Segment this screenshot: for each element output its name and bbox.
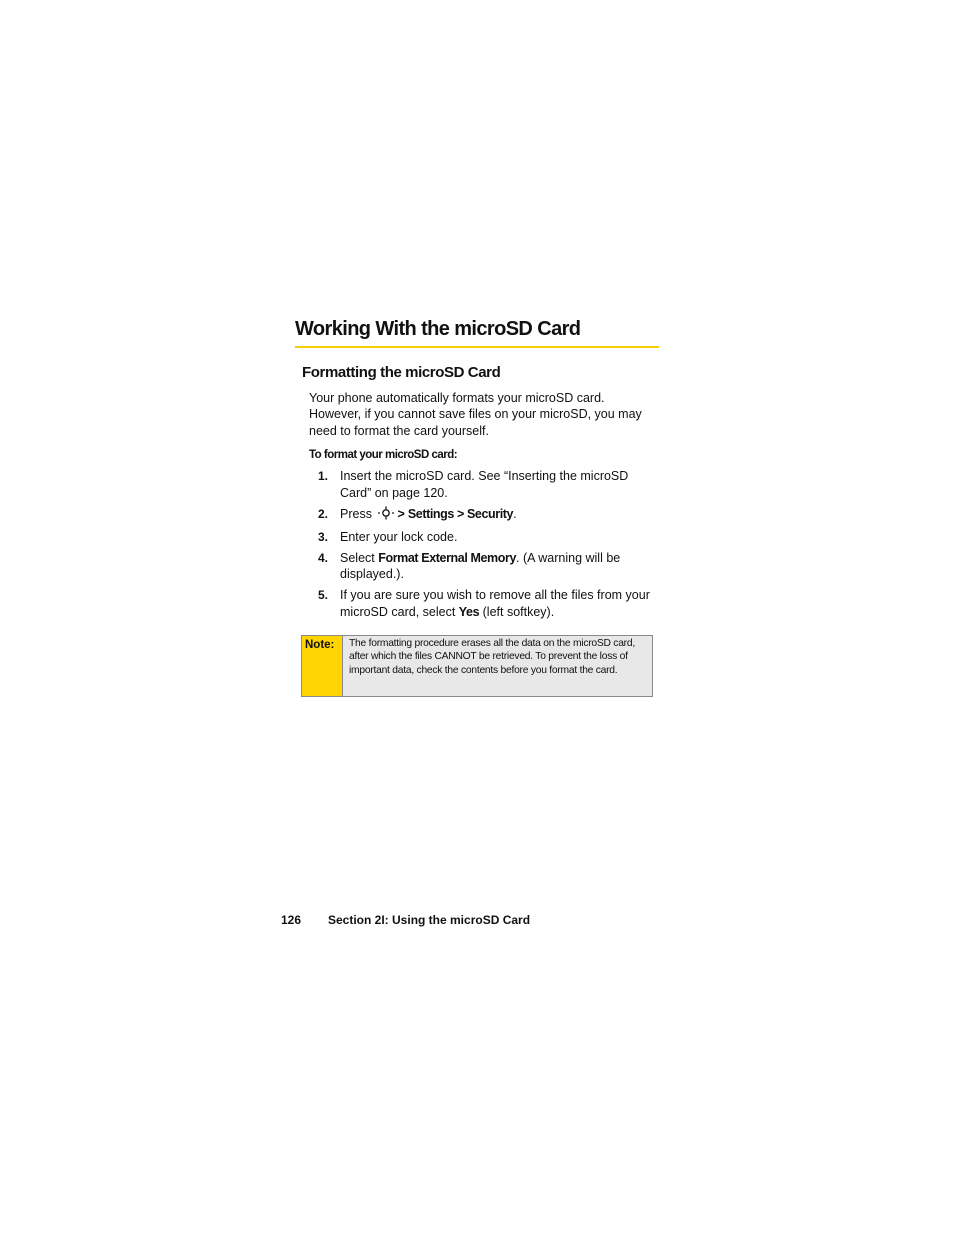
step-5 <box>300 587 660 620</box>
steps-list <box>300 468 660 625</box>
step-number: 1. <box>318 469 329 483</box>
step-2 <box>300 506 660 525</box>
step-number: 3. <box>318 529 329 544</box>
menu-option: Format External Memory <box>378 550 517 565</box>
softkey-option: Yes <box>458 604 480 619</box>
note-label: Note: <box>302 636 343 696</box>
step-text-post: . (A warning will be displayed.). <box>340 550 621 581</box>
footer-section-title: Section 2I: Using the microSD Card <box>328 913 531 927</box>
procedure-label: To format your microSD card: <box>309 449 458 461</box>
note-box <box>301 635 653 697</box>
step-text-pre: If you are sure you wish to remove all the files from your microSD card, select <box>340 588 650 619</box>
subsection-heading: Formatting the microSD Card <box>302 364 501 381</box>
intro-paragraph: Your phone automatically formats your microSD card. However, if you cannot save files on your microSD, you may need to format the card yourself. <box>309 391 642 438</box>
step-number: 4. <box>318 550 329 565</box>
step-text-pre: Press <box>340 506 372 521</box>
page-number: 126 <box>281 913 302 927</box>
step-1 <box>300 468 660 501</box>
section-heading: Working With the microSD Card <box>295 314 659 348</box>
step-number: 5. <box>318 588 329 602</box>
step-number: 2. <box>318 506 329 521</box>
step-text-pre: Select <box>340 550 375 565</box>
menu-path: Settings > Security <box>407 506 514 521</box>
step-text: Enter your lock code. <box>340 529 458 544</box>
step-text-post: . <box>513 506 517 521</box>
step-3 <box>300 529 660 546</box>
step-text-post: (left softkey). <box>482 604 555 619</box>
step-text: Insert the microSD card. See “Inserting the microSD Card” on page 120. <box>340 469 629 500</box>
note-text: The formatting procedure erases all the data on the microSD card, after which the files CANNOT be retrieved. To prevent the loss of important data, check the contents before you format the card. <box>349 638 635 676</box>
step-arrow: > <box>397 506 405 521</box>
nav-key-icon <box>377 506 395 525</box>
step-4 <box>300 550 660 583</box>
